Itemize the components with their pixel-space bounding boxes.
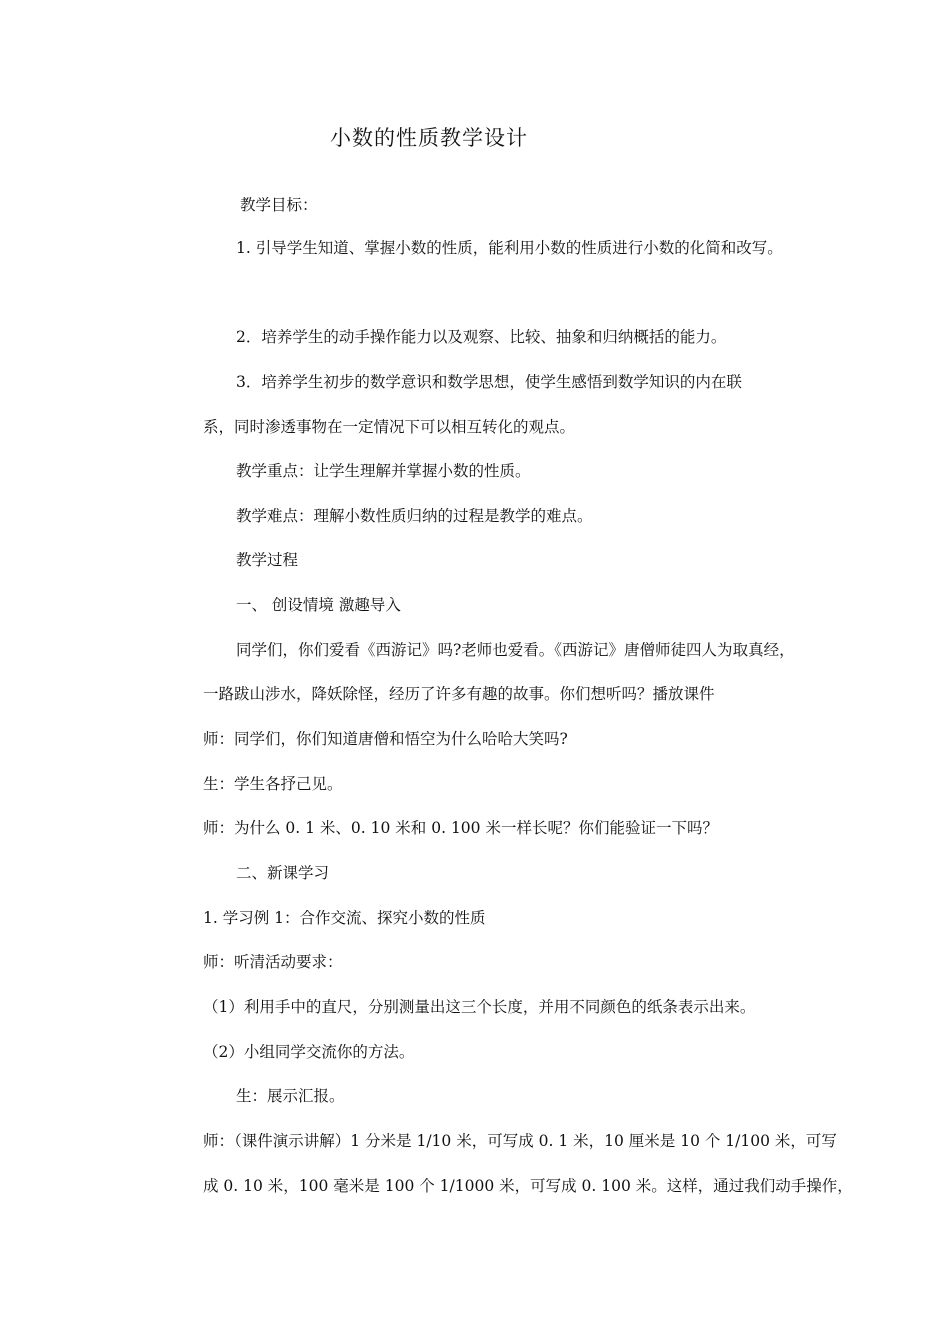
section-1-heading: 一、 创设情境 激趣导入 [236,596,401,614]
objectives-heading: 教学目标： [240,196,318,214]
requirement-2: （2）小组同学交流你的方法。 [203,1043,415,1061]
dialogue-line: 师：（课件演示讲解）1 分米是 1/10 米，可写成 0. 1 米，10 厘米是 10 个 1/100 米，可写 [203,1132,837,1150]
dialogue-line: 师：同学们，你们知道唐僧和悟空为什么哈哈大笑吗? [203,730,568,748]
teaching-focus: 教学重点：让学生理解并掌握小数的性质。 [236,462,531,480]
teaching-difficulty: 教学难点：理解小数性质归纳的过程是教学的难点。 [236,507,593,525]
dialogue-line: 师：为什么 0. 1 米、0. 10 米和 0. 100 米一样长呢？你们能验证一下吗？ [203,819,718,837]
paragraph-line: 同学们，你们爱看《西游记》吗?老师也爱看。《西游记》唐僧师徒四人为取真经， [236,641,795,659]
requirement-1: （1）利用手中的直尺，分别测量出这三个长度，并用不同颜色的纸条表示出来。 [203,998,756,1016]
objective-2: 2．培养学生的动手操作能力以及观察、比较、抽象和归纳概括的能力。 [236,328,727,346]
dialogue-line: 师：听清活动要求： [203,953,343,971]
process-heading: 教学过程 [236,551,299,569]
section-2-heading: 二、新课学习 [236,864,330,882]
paragraph-line: 一路跋山涉水，降妖除怪，经历了许多有趣的故事。你们想听吗？播放课件 [203,685,715,703]
objective-3-line-1: 3．培养学生初步的数学意识和数学思想，使学生感悟到数学知识的内在联 [236,373,742,391]
objective-1: 1. 引导学生知道、掌握小数的性质，能利用小数的性质进行小数的化简和改写。 [236,239,783,257]
objective-3-line-2: 系，同时渗透事物在一定情况下可以相互转化的观点。 [203,418,576,436]
dialogue-line: 成 0. 10 米，100 毫米是 100 个 1/1000 米，可写成 0. 100 米。这样，通过我们动手操作， [203,1177,853,1195]
example-heading: 1. 学习例 1：合作交流、探究小数的性质 [203,909,486,927]
dialogue-line: 生：展示汇报。 [236,1087,345,1105]
dialogue-line: 生：学生各抒己见。 [203,775,343,793]
document-title: 小数的性质教学设计 [330,126,528,150]
